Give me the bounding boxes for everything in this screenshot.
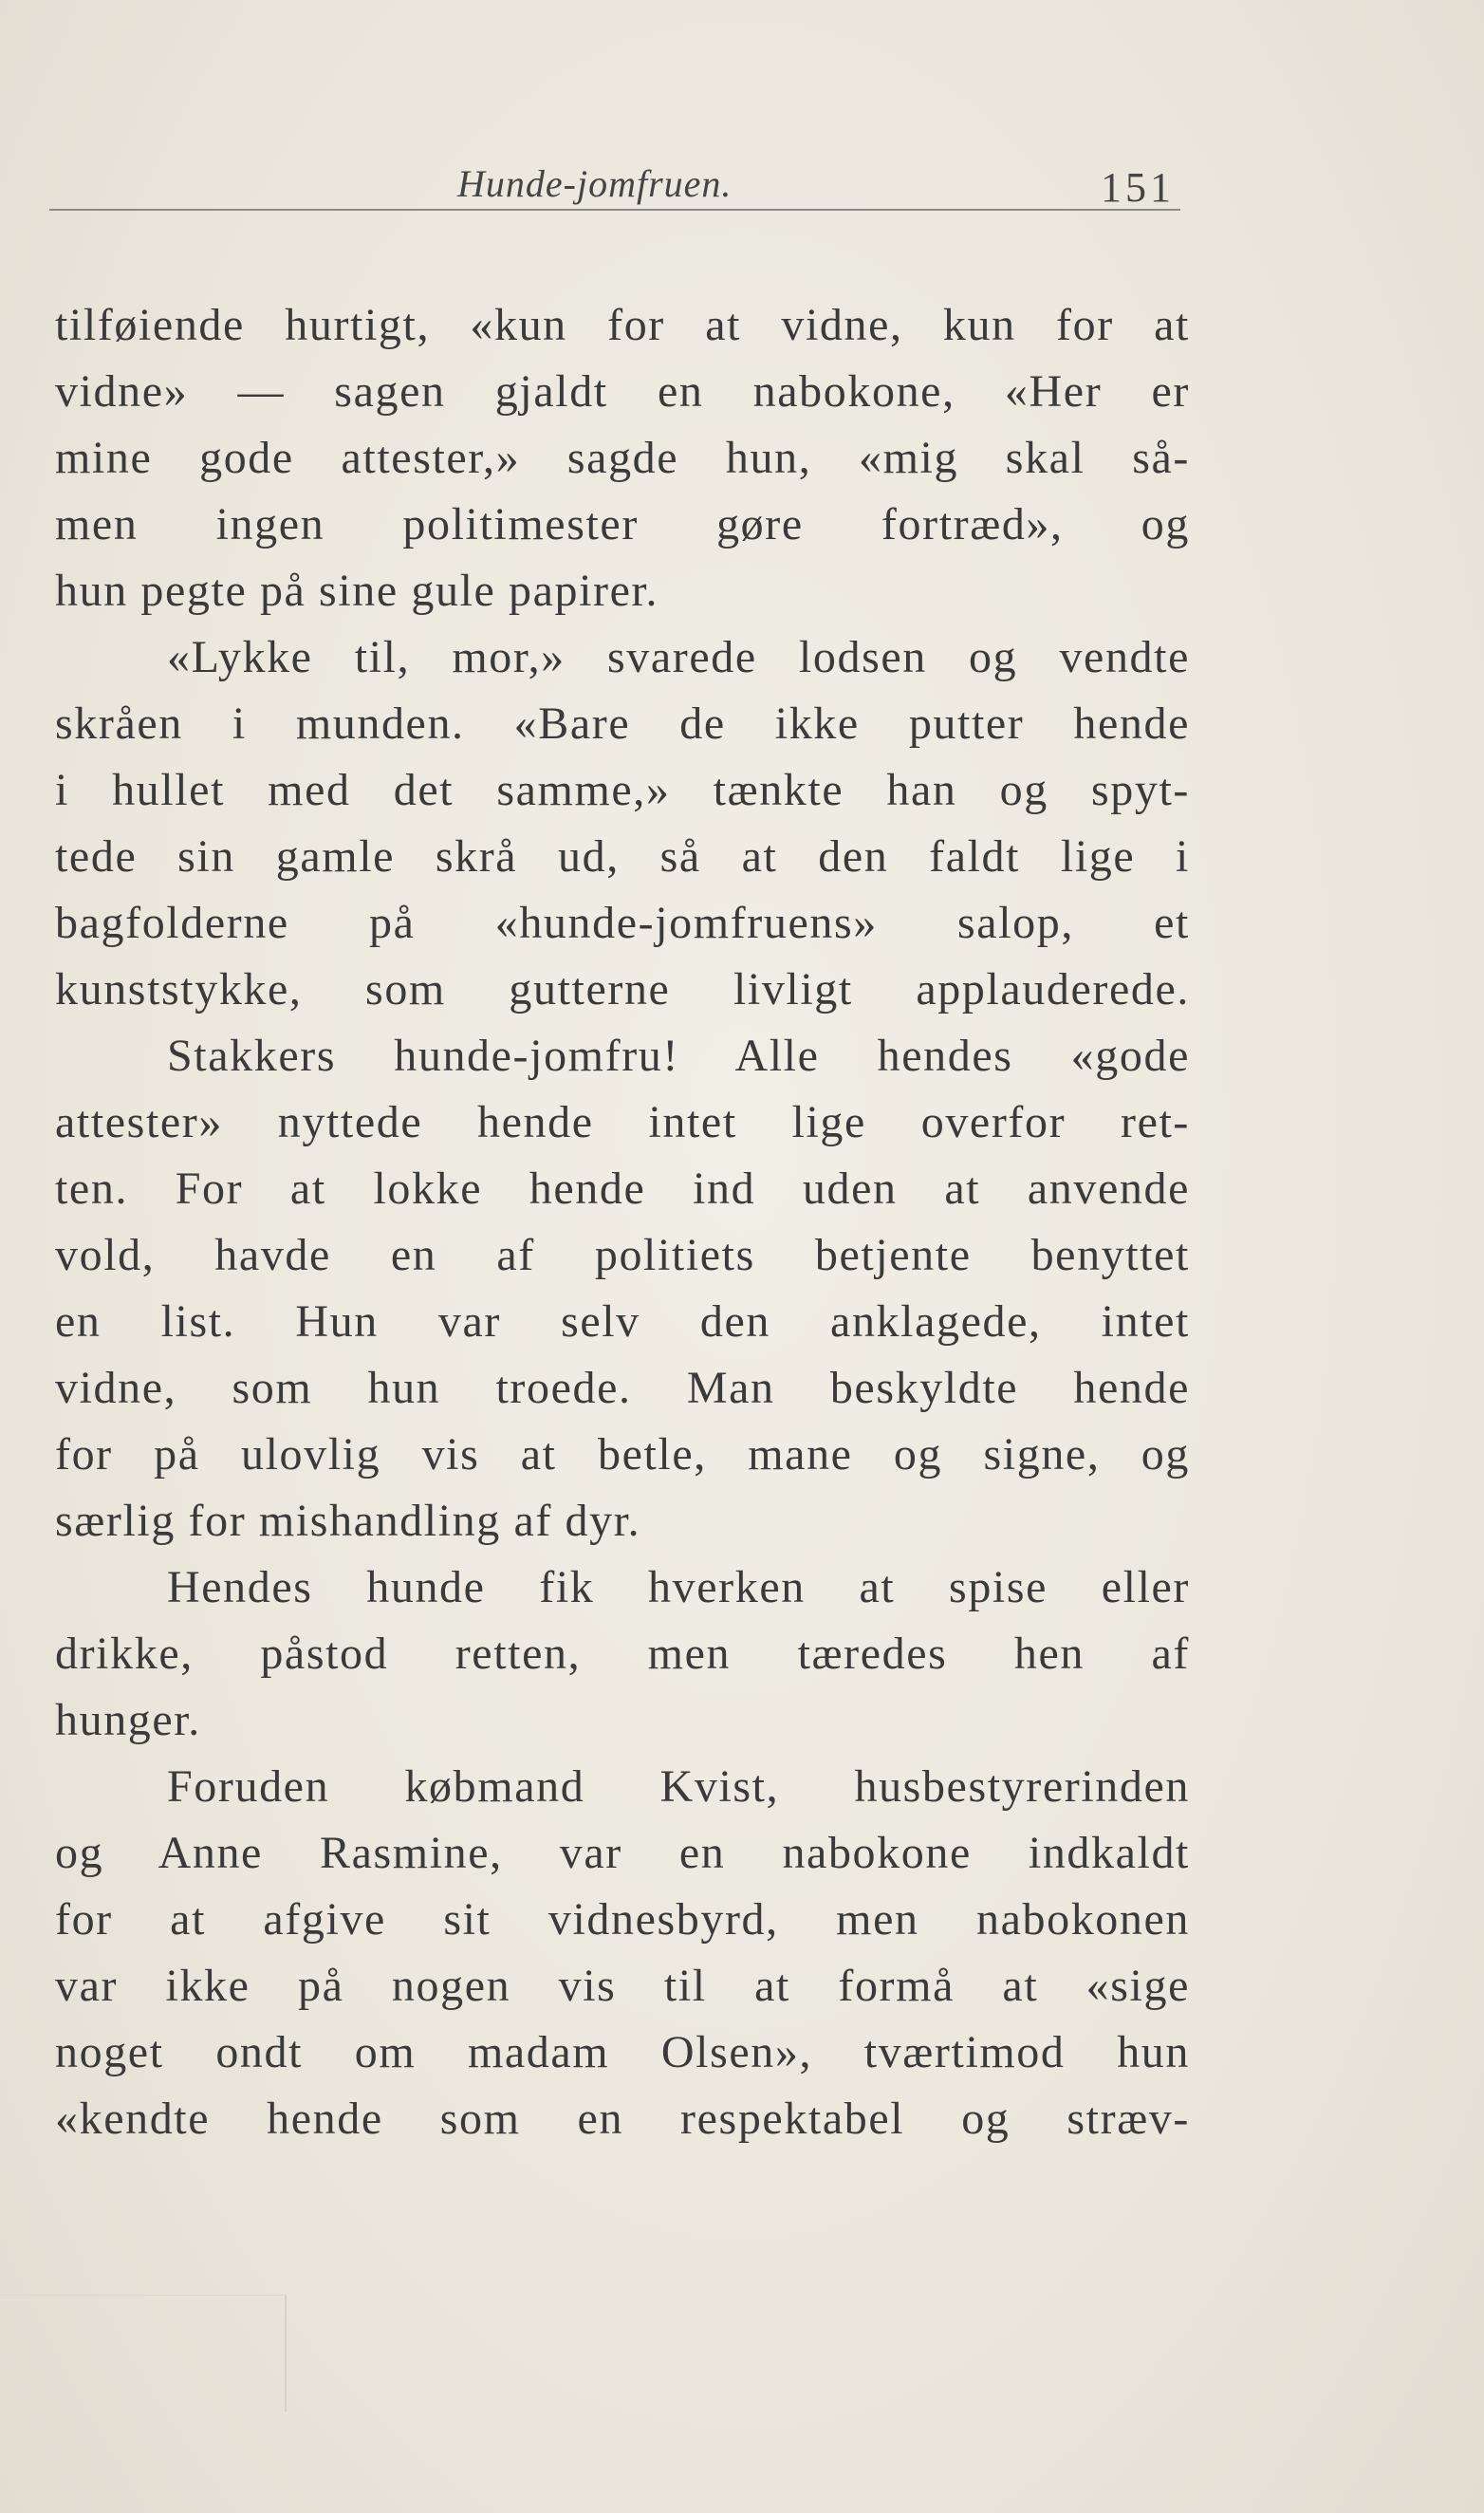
text-line: kunststykke, som gutterne livligt applauderede. (55, 964, 1190, 1015)
text-line: var ikke på nogen vis til at formå at «sige (55, 1961, 1190, 2011)
text-line: Hendes hunde fik hverken at spise eller (167, 1562, 1190, 1612)
page-number: 151 (1101, 164, 1175, 211)
text-line: vidne, som hun troede. Man beskyldte hende (55, 1363, 1190, 1413)
text-line: for at afgive sit vidnesbyrd, men nabokonen (55, 1894, 1190, 1945)
text-line: for på ulovlig vis at betle, mane og signe, og (55, 1429, 1190, 1480)
text-line: en list. Hun var selv den anklagede, intet (55, 1296, 1190, 1347)
text-line: og Anne Rasmine, var en nabokone indkaldt (55, 1828, 1190, 1878)
text-line: Stakkers hunde-jomfru! Alle hendes «gode (167, 1031, 1190, 1081)
text-line: bagfolderne på «hunde-jomfruens» salop, et (55, 898, 1190, 948)
page-header (49, 142, 1180, 211)
text-line: hunger. (55, 1695, 201, 1745)
text-line: «kendte hende som en respektabel og stræv- (55, 2094, 1190, 2144)
page-edge-mark (0, 2295, 287, 2411)
text-line: ten. For at lokke hende ind uden at anvende (55, 1163, 1190, 1214)
text-line: mine gode attester,» sagde hun, «mig skal så- (55, 433, 1190, 483)
text-line: drikke, påstod retten, men tæredes hen af (55, 1629, 1190, 1679)
text-line: men ingen politimester gøre fortræd», og (55, 499, 1190, 549)
text-line: tilføiende hurtigt, «kun for at vidne, kun for at (55, 300, 1190, 350)
text-line: attester» nyttede hende intet lige overfor ret- (55, 1097, 1190, 1147)
text-line: Foruden købmand Kvist, husbestyrerinden (167, 1761, 1190, 1812)
body-text (55, 292, 1190, 2152)
text-line: skråen i munden. «Bare de ikke putter hende (55, 698, 1190, 749)
text-line: vidne» — sagen gjaldt en nabokone, «Her er (55, 366, 1190, 417)
text-line: vold, havde en af politiets betjente benyttet (55, 1230, 1190, 1280)
text-line: hun pegte på sine gule papirer. (55, 566, 659, 616)
text-line: noget ondt om madam Olsen», tværtimod hun (55, 2027, 1190, 2077)
running-title: Hunde-jomfruen. (457, 162, 733, 205)
text-line: «Lykke til, mor,» svarede lodsen og vendte (167, 632, 1190, 682)
text-line: tede sin gamle skrå ud, så at den faldt lige i (55, 831, 1190, 882)
text-line: i hullet med det samme,» tænkte han og spyt- (55, 765, 1190, 815)
text-line: særlig for mishandling af dyr. (55, 1496, 641, 1546)
